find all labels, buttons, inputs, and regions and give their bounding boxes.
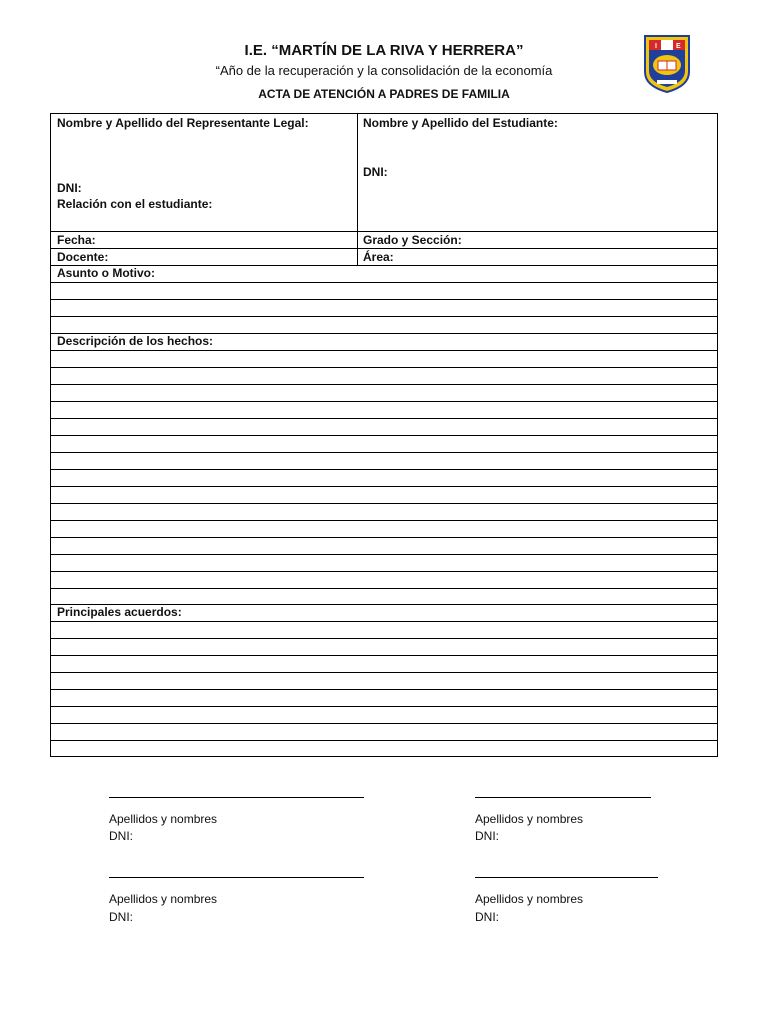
subject-label: Asunto o Motivo: — [57, 266, 155, 280]
signature-name-label: Apellidos y nombres — [109, 892, 218, 906]
area-label: Área: — [363, 250, 394, 264]
signature-line — [475, 797, 651, 798]
motto: “Año de la recuperación y la consolidación de la economía — [215, 63, 553, 78]
signature-line — [475, 877, 658, 878]
signature-name-label: Apellidos y nombres — [475, 892, 584, 906]
student-name-label: Nombre y Apellido del Estudiante: — [363, 116, 558, 130]
grade-section-label: Grado y Sección: — [363, 233, 462, 247]
signature-name-label: Apellidos y nombres — [475, 812, 584, 826]
representative-dni-label: DNI: — [57, 181, 82, 195]
teacher-label: Docente: — [57, 250, 109, 264]
svg-text:I: I — [655, 43, 657, 50]
signature-dni-label: DNI: — [475, 829, 499, 843]
date-label: Fecha: — [57, 233, 96, 247]
document-title: ACTA DE ATENCIÓN A PADRES DE FAMILIA — [258, 87, 510, 101]
page-title: I.E. “MARTÍN DE LA RIVA Y HERRERA” — [244, 42, 524, 59]
representative-name-label: Nombre y Apellido del Representante Legal: — [57, 116, 309, 130]
signature-dni-label: DNI: — [109, 829, 133, 843]
student-dni-label: DNI: — [363, 165, 388, 179]
parent-meeting-form — [50, 113, 718, 757]
description-label: Descripción de los hechos: — [57, 334, 214, 348]
signature-dni-label: DNI: — [475, 910, 499, 924]
signature-name-label: Apellidos y nombres — [109, 812, 218, 826]
signature-line — [109, 877, 364, 878]
agreements-label: Principales acuerdos: — [57, 605, 182, 619]
signature-dni-label: DNI: — [109, 910, 133, 924]
relation-label: Relación con el estudiante: — [57, 197, 213, 211]
svg-text:E: E — [676, 43, 681, 50]
signature-line — [109, 797, 364, 798]
school-crest-icon — [643, 34, 691, 94]
